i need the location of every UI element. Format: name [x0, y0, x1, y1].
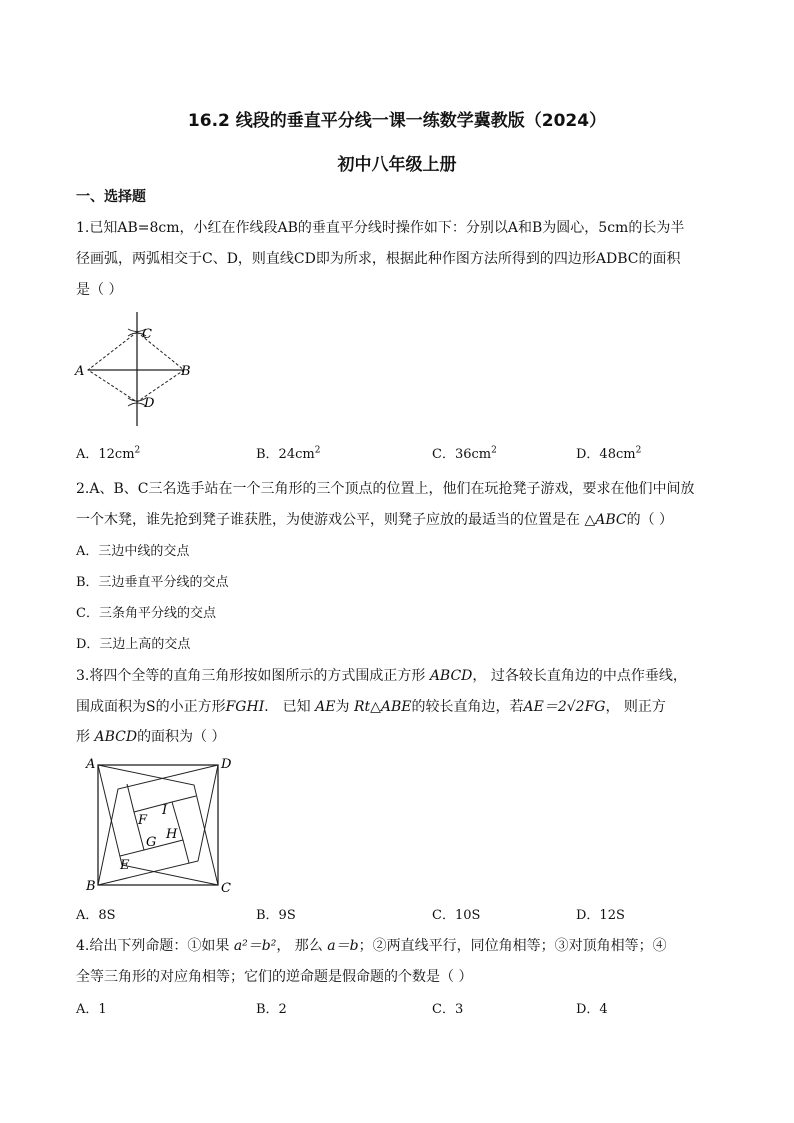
q4-option-b: B．2 [256, 1002, 287, 1017]
q3-triangle-cd [98, 765, 218, 885]
q1-option-b: B．$24cm^2$ [256, 445, 321, 462]
q3-option-d: D．12S [576, 908, 625, 923]
q1-line-3: 是（ ） [76, 282, 123, 298]
q2-line-1: 2.A、B、C三名选手站在一个三角形的三个顶点的位置上，他们在玩抢凳子游戏，要求在他们中间放 [76, 481, 695, 497]
page-title: 16.2 线段的垂直平分线一课一练数学冀教版（2024） [187, 111, 607, 131]
q4-line-1: 4.给出下列命题：①如果 a²＝b²， 那么 a＝b；②两直线平行，同位角相等；③对顶角相等；④ [76, 938, 667, 954]
q3-perp-1 [127, 784, 134, 812]
q3-label-f: F [138, 813, 148, 828]
q1-figure [72, 310, 202, 430]
page-subtitle: 初中八年级上册 [337, 155, 457, 175]
q2-line-2: 一个木凳，谁先抢到凳子谁获胜，为使游戏公平，则凳子应放的最适当的位置是在 △ABC的（ ） [76, 512, 674, 528]
q3-perp-2 [172, 796, 196, 802]
q3-option-a: A．8S [76, 908, 116, 923]
q1-option-a: A．$12cm^2$ [76, 445, 141, 462]
q3-label-a: A [86, 757, 96, 772]
q1-label-d: D [144, 396, 155, 411]
q1-quadrilateral [88, 332, 184, 402]
q3-line-2: 围成面积为S的小正方形FGHI． 已知 AE为 Rt△ABE的较长直角边，若AE＝2√2FG， 则正方 [76, 699, 666, 715]
q2-option-d: D．三边上高的交点 [76, 637, 191, 652]
q3-label-i: I [162, 803, 168, 818]
q3-perp-3 [183, 840, 189, 863]
section-heading: 一、选择题 [76, 189, 146, 205]
q3-perp-4 [120, 850, 144, 856]
q3-option-b: B．9S [256, 908, 296, 923]
q1-label-c: C [142, 327, 152, 342]
q1-label-b: B [181, 364, 191, 379]
q3-triangle-bc [98, 765, 218, 885]
q3-line-1: 3.将四个全等的直角三角形按如图所示的方式围成正方形 ABCD， 过各较长直角边的中点作垂线， [76, 668, 687, 684]
q4-option-d: D．4 [576, 1002, 608, 1017]
q3-label-h: H [166, 827, 178, 842]
q4-option-a: A．1 [76, 1002, 107, 1017]
q3-label-g: G [146, 835, 157, 850]
q4-option-c: C．3 [432, 1002, 464, 1017]
q2-option-b: B．三边垂直平分线的交点 [76, 575, 229, 590]
q1-line-2: 径画弧，两弧相交于C、D，则直线CD即为所求，根据此种作图方法所得到的四边形ADBC的面积 [76, 251, 681, 267]
q1-option-d: D．$48cm^2$ [576, 445, 642, 462]
q1-option-c: C．$36cm^2$ [432, 445, 497, 462]
q3-label-c: C [221, 881, 231, 896]
q3-triangle-da [98, 765, 218, 885]
q3-label-d: D [221, 757, 232, 772]
q2-option-c: C．三条角平分线的交点 [76, 606, 216, 621]
q3-label-e: E [120, 858, 130, 873]
q1-line-1: 1.已知AB=8cm，小红在作线段AB的垂直平分线时操作如下：分别以A和B为圆心，5cm的长为半 [76, 220, 685, 236]
q3-line-3: 形 ABCD的面积为（ ） [76, 729, 226, 745]
q3-label-b: B [86, 879, 96, 894]
q4-line-2: 全等三角形的对应角相等；它们的逆命题是假命题的个数是（ ） [76, 969, 473, 985]
q3-figure [80, 752, 240, 897]
q1-label-a: A [75, 364, 85, 379]
q3-outer-square [98, 765, 218, 885]
q3-triangle-abe [98, 765, 218, 885]
q3-option-c: C．10S [432, 908, 481, 923]
q2-option-a: A．三边中线的交点 [76, 544, 190, 559]
